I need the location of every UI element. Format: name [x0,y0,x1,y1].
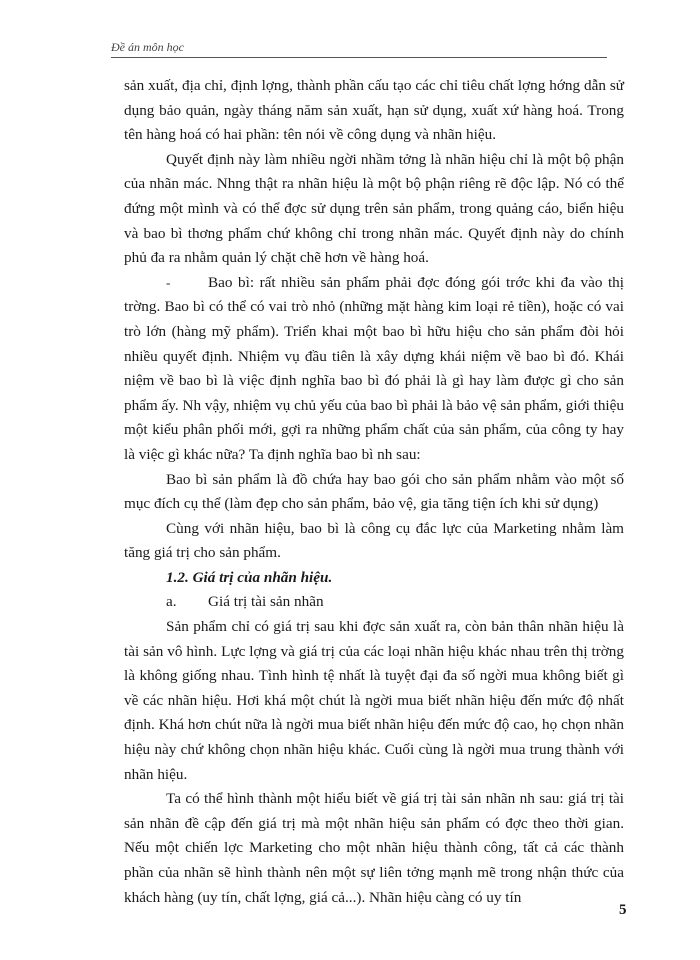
paragraph: sản xuất, địa chỉ, định lợng, thành phần cấu tạo các chỉ tiêu chất lợng hớng dẫn sử dụng bảo quản, ngày tháng năm sản xuất, hạn sử dụng, xuất xứ hàng hoá. Trong tên hàng hoá có hai phần: tên nói về công dụng và nhãn hiệu. [124,77,624,144]
subsection-title: Giá trị tài sản nhãn [208,593,324,611]
paragraph: Sản phẩm chỉ có giá trị sau khi đợc sản xuất ra, còn bản thân nhãn hiệu là tài sản vô hình. Lực lợng và giá trị của các loại nhãn hiệu khác nhau trên thị trờng là không giống nhau. Tình hình tệ nhất là tuyệt đại đa số ngời mua không biết gì về các nhãn hiệu. Hơi khá một chút là ngời mua biết nhãn hiệu đến mức độ nhất định. Khá hơn chút nữa là ngời mua biết nhãn hiệu đến mức độ cao, họ chọn nhãn hiệu này chứ không chọn nhãn hiệu khác. Cuối cùng là ngời mua trung thành với nhãn hiệu. [124,618,624,783]
page-number: 5 [619,902,627,918]
running-header: Đề án môn học [111,40,607,58]
section-heading: 1.2. Giá trị của nhãn hiệu. [166,568,333,586]
bullet-text: Bao bì: rất nhiều sản phẩm phải đợc đóng gói trớc khi đa vào thị trờng. Bao bì có thể có vai trò nhỏ (những mặt hàng kim loại rẻ tiền), hoặc có vai trò lớn (hàng mỹ phẩm). Triển khai một bao bì hữu hiệu cho sản phẩm đòi hỏi nhiều quyết định. Nhiệm vụ đầu tiên là xây dựng khái niệm về bao bì đó. Khái niệm về bao bì là việc định nghĩa bao bì đó phải là gì hay làm được gì cho sản phẩm ấy. Nh vậy, nhiệm vụ chủ yếu của bao bì phải là bảo vệ sản phẩm, giới thiệu một kiểu phân phối mới, gợi ra những phẩm chất của sản phẩm, của công ty hay là việc gì khác nữa? Ta định nghĩa bao bì nh sau: [124,273,624,463]
paragraph: Ta có thể hình thành một hiểu biết về giá trị tài sản nhãn nh sau: giá trị tài sản nhãn đề cập đến giá trị mà một nhãn hiệu sản phẩm có đợc theo thời gian. Nếu một chiến lợc Marketing cho một nhãn hiệu thành công, tất cả các thành phần của nhãn sẽ hình thành nên một sự liên tởng mạnh mẽ trong nhận thức của khách hàng (uy tín, chất lợng, giá cả...). Nhãn hiệu càng có uy tín [124,790,624,906]
page-body [124,74,624,910]
paragraph: Cùng với nhãn hiệu, bao bì là công cụ đắc lực của Marketing nhằm làm tăng giá trị cho sản phẩm. [124,519,624,562]
subsection-marker: a. [166,593,177,611]
bullet-paragraph [124,271,624,468]
subsection-heading [124,590,624,615]
bullet-dash: - [166,274,171,290]
paragraph: Quyết định này làm nhiều ngời nhầm tởng là nhãn hiệu chỉ là một bộ phận của nhãn mác. Nhng thật ra nhãn hiệu là một bộ phận riêng rẽ độc lập. Nó có thể đứng một mình và có thể đợc sử dụng trên sản phẩm, trong quảng cáo, biển hiệu và bao bì thơng phẩm chứ không chỉ trong nhãn mác. Quyết định này do chính phủ đa ra nhằm quản lý chặt chẽ hơn về hàng hoá. [124,150,624,267]
paragraph: Bao bì sản phẩm là đồ chứa hay bao gói cho sản phẩm nhằm vào một số mục đích cụ thể (làm đẹp cho sản phẩm, bảo vệ, gia tăng tiện ích khi sử dụng) [124,470,624,513]
